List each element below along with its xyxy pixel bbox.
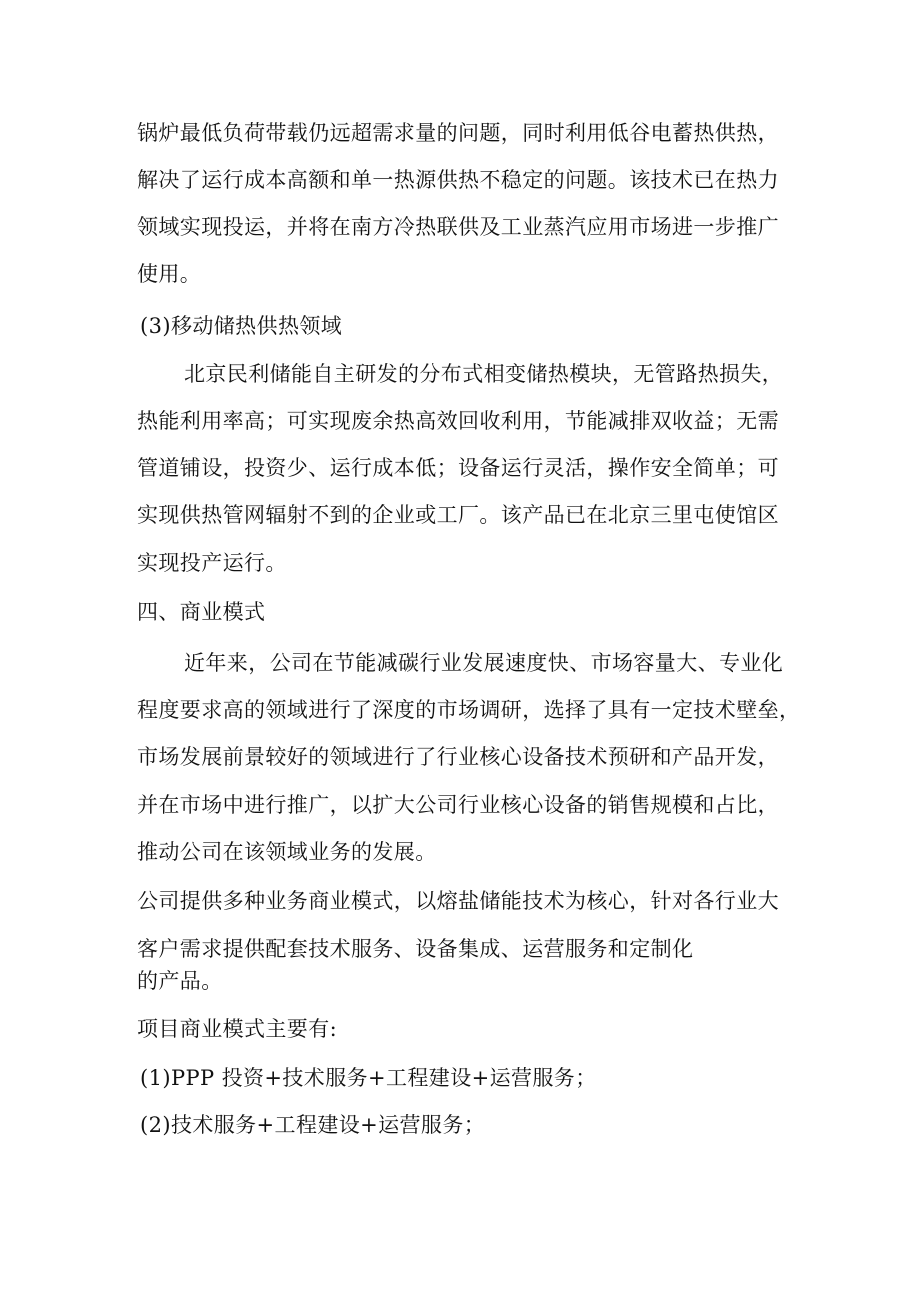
paragraph-line: 程度要求高的领域进行了深度的市场调研，选择了具有一定技术壁垒， [137, 698, 801, 722]
paragraph-line: 并在市场中进行推广，以扩大公司行业核心设备的销售规模和占比， [137, 793, 779, 817]
subsection-heading: (3)移动储热供热领域 [140, 314, 343, 338]
list-item: (1)PPP 投资+技术服务+工程建设+运营服务； [140, 1066, 597, 1090]
paragraph-line: 市场发展前景较好的领域进行了行业核心设备技术预研和产品开发， [137, 745, 779, 769]
paragraph-line: 客户需求提供配套技术服务、设备集成、运营服务和定制化 [137, 937, 694, 961]
paragraph-line: 锅炉最低负荷带载仍远超需求量的问题，同时利用低谷电蓄热供热， [137, 121, 779, 145]
paragraph-line: 的产品。 [137, 969, 223, 993]
paragraph-line: 近年来，公司在节能减碳行业发展速度快、市场容量大、专业化 [184, 651, 784, 675]
paragraph-line: 热能利用率高；可实现废余热高效回收利用，节能减排双收益；无需 [137, 409, 779, 433]
paragraph-line: 使用。 [137, 262, 202, 286]
paragraph-line: 推动公司在该领域业务的发展。 [137, 840, 437, 864]
models-intro: 项目商业模式主要有: [137, 1017, 338, 1041]
paragraph-line: 实现供热管网辐射不到的企业或工厂。该产品已在北京三里屯使馆区 [137, 503, 779, 527]
paragraph-line: 领域实现投运，并将在南方冷热联供及工业蒸汽应用市场进一步推广 [137, 215, 779, 239]
paragraph-line: 公司提供多种业务商业模式，以熔盐储能技术为核心，针对各行业大 [137, 889, 779, 913]
list-item: (2)技术服务+工程建设+运营服务； [140, 1113, 486, 1137]
paragraph-line: 解决了运行成本高额和单一热源供热不稳定的问题。该技术已在热力 [137, 168, 779, 192]
paragraph-line: 实现投产运行。 [137, 551, 287, 575]
section-heading: 四、商业模式 [137, 600, 266, 624]
paragraph-line: 管道铺设，投资少、运行成本低；设备运行灵活，操作安全简单；可 [137, 456, 779, 480]
paragraph-line: 北京民利储能自主研发的分布式相变储热模块，无管路热损失， [184, 362, 784, 386]
